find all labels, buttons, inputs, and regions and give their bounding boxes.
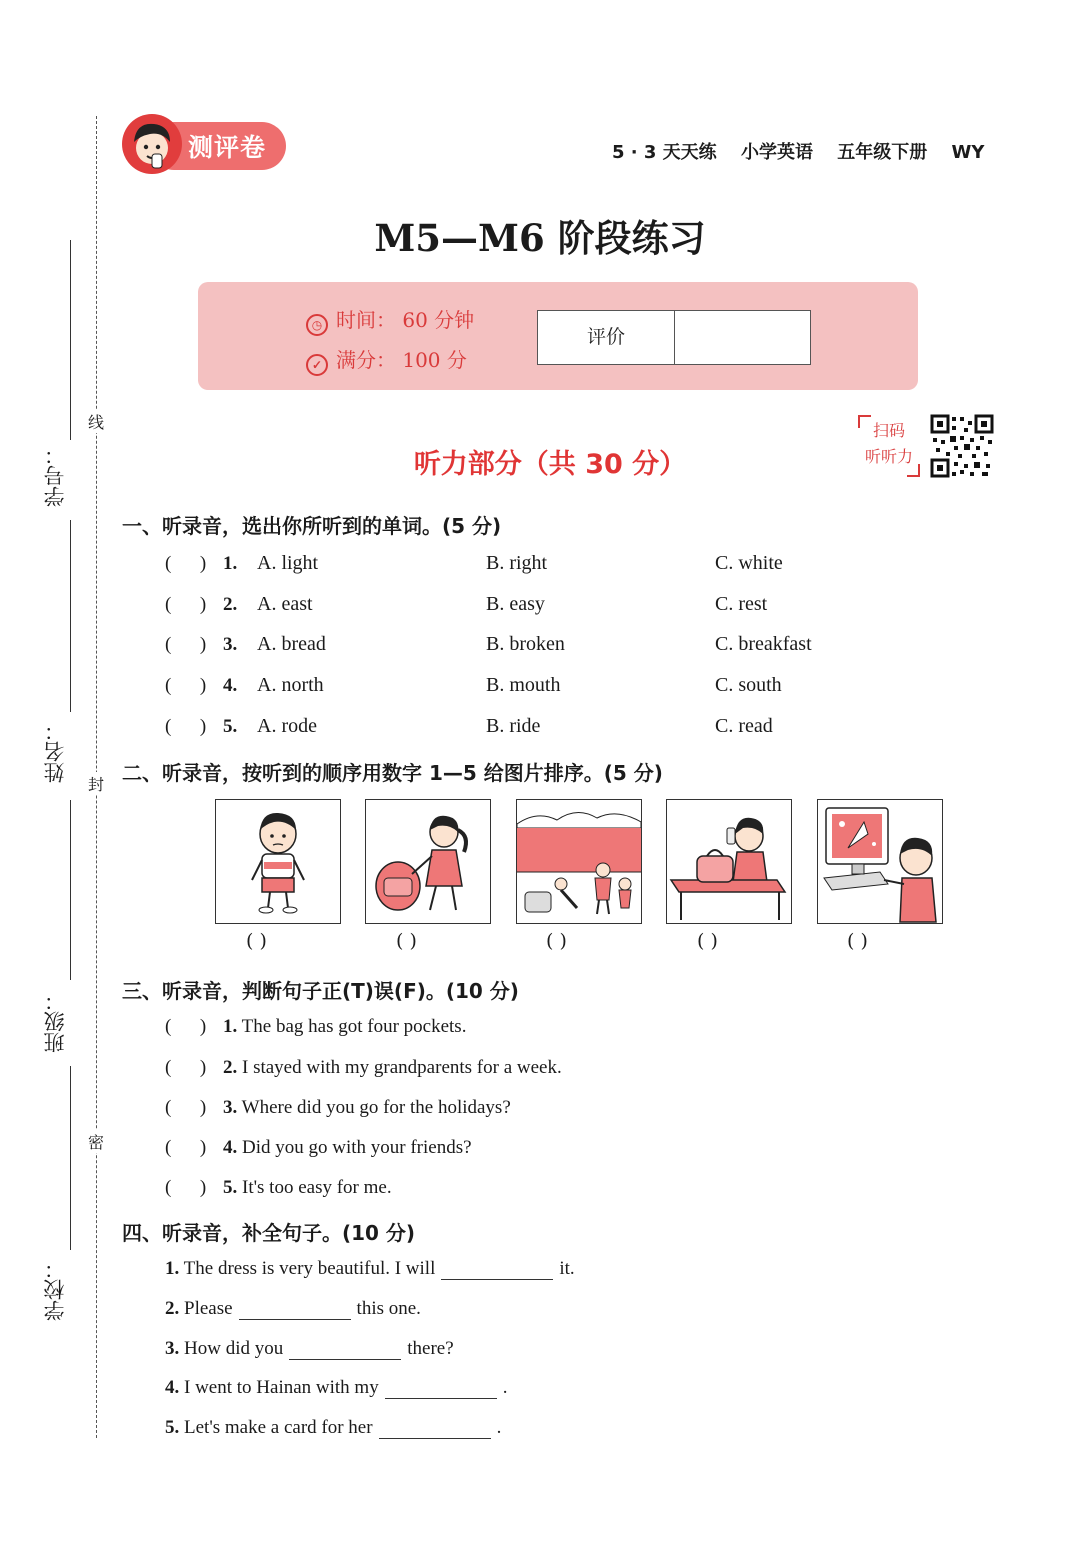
part4-question-3 (165, 1338, 454, 1360)
answer-blank[interactable] (441, 1259, 553, 1280)
series-brand: 5 · 3 天天练 (612, 142, 717, 163)
order-blank-4[interactable]: ( ) (697, 930, 718, 952)
picture-boy-at-computer (817, 799, 943, 924)
part4-question-5 (165, 1417, 501, 1439)
order-blank-2[interactable]: ( ) (396, 930, 417, 952)
option-b: B. broken (486, 633, 565, 655)
part1-heading: 一、听录音，选出你所听到的单词。(5 分) (122, 514, 502, 538)
score-row (306, 344, 467, 376)
evaluation-label: 评价 (538, 311, 675, 364)
badge-label: 测评卷 (188, 133, 267, 162)
qr-code[interactable] (930, 414, 994, 478)
option-b: B. easy (486, 593, 545, 615)
picture-girl-with-bag (365, 799, 491, 924)
part3-question-4: ( ) 4. Did you go with your friends? (165, 1137, 472, 1158)
student-id-line (70, 240, 71, 440)
class-label: 班级： (43, 990, 67, 1053)
part1-question-3: ( ) 3. A. bread B. broken C. breakfast (165, 633, 812, 655)
part1-question-1: ( ) 1. A. light B. right C. white (165, 552, 783, 574)
part4-question-2 (165, 1298, 421, 1320)
option-b: B. ride (486, 715, 541, 737)
q-number: 2. (223, 1057, 238, 1078)
clock-icon: ◷ (306, 314, 328, 336)
answer-blank[interactable] (239, 1299, 351, 1320)
sentence-end: this one. (356, 1298, 421, 1319)
order-blank-3[interactable]: ( ) (546, 930, 567, 952)
series-grade: 五年级下册 (837, 142, 928, 163)
q-number: 2. (223, 594, 238, 615)
series-info (612, 138, 1002, 164)
option-c: C. rest (715, 593, 768, 615)
school-line (70, 1066, 71, 1250)
picture-boy-standing (215, 799, 341, 924)
answer-blank[interactable] (379, 1418, 491, 1439)
series-subject: 小学英语 (740, 142, 813, 163)
q-number: 4. (165, 1377, 180, 1398)
cut-word-secret: 密 (88, 1130, 104, 1153)
q-number: 1. (165, 1258, 180, 1279)
option-c: C. south (715, 674, 782, 696)
option-c: C. breakfast (715, 633, 812, 655)
scan-text-2: 听听力 (864, 447, 913, 466)
sentence-end: . (502, 1377, 508, 1398)
check-icon: ✓ (306, 354, 328, 376)
class-line (70, 800, 71, 980)
part4-question-1 (165, 1258, 575, 1280)
part3-question-5: ( ) 5. It's too easy for me. (165, 1177, 392, 1198)
name-line (70, 520, 71, 712)
scan-hint (857, 414, 921, 478)
option-b: B. right (486, 552, 548, 574)
statement-text: The bag has got four pockets. (241, 1016, 467, 1037)
q-number: 5. (165, 1417, 180, 1438)
order-blank-1[interactable]: ( ) (246, 930, 267, 952)
student-id-label: 学号： (43, 444, 67, 507)
part4-heading: 四、听录音，补全句子。(10 分) (122, 1221, 416, 1245)
page-title: M5—M6 阶段练习 (374, 216, 706, 260)
sentence-start: Let's make a card for her (184, 1417, 373, 1438)
answer-blank[interactable] (385, 1378, 497, 1399)
statement-text: Where did you go for the holidays? (241, 1097, 511, 1118)
option-a: A. rode (257, 715, 317, 737)
picture-girl-packing-bag (666, 799, 792, 924)
part1-question-2: ( ) 2. A. east B. easy C. rest (165, 593, 768, 615)
option-a: A. light (257, 552, 319, 574)
part2-heading: 二、听录音，按听到的顺序用数字 1—5 给图片排序。(5 分) (122, 761, 663, 785)
school-label: 学校： (43, 1258, 67, 1321)
scan-text-1: 扫码 (872, 421, 905, 440)
mascot-avatar (122, 114, 182, 174)
part1-question-4: ( ) 4. A. north B. mouth C. south (165, 674, 782, 696)
answer-blank[interactable] (289, 1339, 401, 1360)
option-c: C. white (715, 552, 783, 574)
option-a: A. east (257, 593, 313, 615)
part3-question-2: ( ) 2. I stayed with my grandparents for a week. (165, 1057, 562, 1078)
cut-word-line: 线 (88, 410, 104, 433)
cut-word-seal: 封 (88, 772, 104, 795)
part3-question-1: ( ) 1. The bag has got four pockets. (165, 1016, 467, 1037)
q-number: 3. (223, 634, 238, 655)
picture-beach-family (516, 799, 642, 924)
statement-text: Did you go with your friends? (242, 1137, 472, 1158)
sentence-start: How did you (184, 1338, 284, 1359)
time-label: 时间： (336, 308, 396, 332)
option-c: C. read (715, 715, 773, 737)
option-a: A. north (257, 674, 324, 696)
sentence-start: I went to Hainan with my (184, 1377, 379, 1398)
q-number: 3. (165, 1338, 180, 1359)
time-row (306, 304, 474, 336)
q-number: 4. (223, 1137, 238, 1158)
name-label: 姓名： (43, 720, 67, 783)
sentence-end: there? (407, 1338, 454, 1359)
listening-section-title: 听力部分（共 30 分） (413, 449, 687, 480)
score-value: 100 分 (402, 348, 467, 372)
part1-question-5: ( ) 5. A. rode B. ride C. read (165, 715, 773, 737)
q-number: 2. (165, 1298, 180, 1319)
sentence-end: it. (559, 1258, 575, 1279)
part3-heading: 三、听录音，判断句子正(T)误(F)。(10 分) (122, 979, 519, 1003)
option-a: A. bread (257, 633, 326, 655)
sentence-start: The dress is very beautiful. I will (183, 1258, 436, 1279)
statement-text: I stayed with my grandparents for a week. (242, 1057, 562, 1078)
evaluation-box (537, 310, 811, 365)
q-number: 5. (223, 1177, 238, 1198)
q-number: 1. (223, 1016, 238, 1037)
q-number: 4. (223, 675, 238, 696)
score-label: 满分： (336, 348, 396, 372)
time-value: 60 分钟 (402, 308, 475, 332)
option-b: B. mouth (486, 674, 561, 696)
q-number: 5. (223, 716, 238, 737)
order-blank-5[interactable]: ( ) (847, 930, 868, 952)
part3-question-3: ( ) 3. Where did you go for the holidays? (165, 1097, 511, 1118)
part4-question-4 (165, 1377, 507, 1399)
statement-text: It's too easy for me. (242, 1177, 392, 1198)
sentence-start: Please (184, 1298, 233, 1319)
series-edition: WY (951, 142, 985, 163)
q-number: 1. (223, 553, 238, 574)
q-number: 3. (223, 1097, 238, 1118)
evaluation-field[interactable] (676, 311, 808, 364)
sentence-end: . (496, 1417, 502, 1438)
